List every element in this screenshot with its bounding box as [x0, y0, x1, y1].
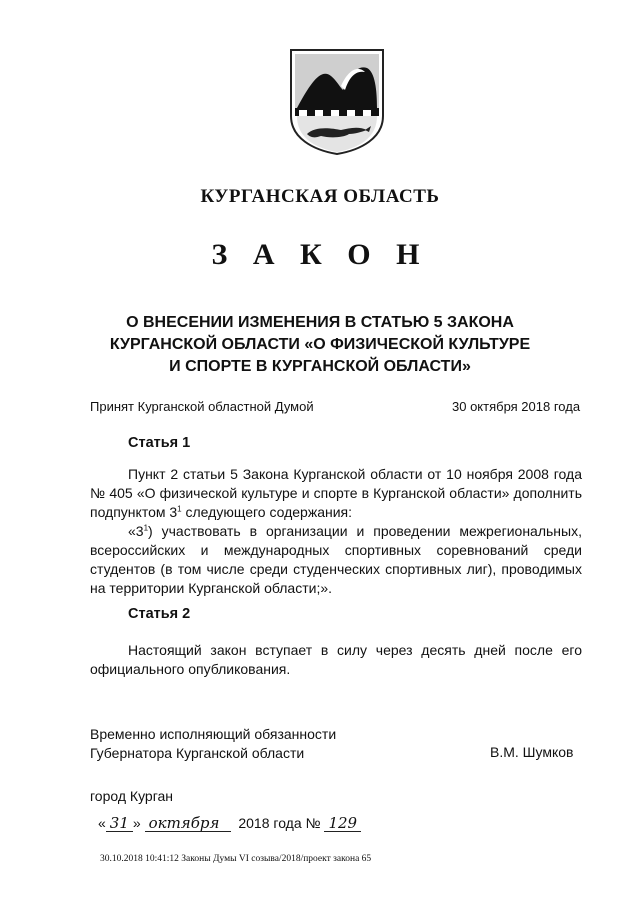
- footer-stamp: 30.10.2018 10:41:12 Законы Думы VI созыва/2018/проект закона 65: [100, 854, 372, 864]
- superscript: 1: [143, 523, 149, 533]
- article-1-heading: Статья 1: [128, 435, 191, 451]
- law-title-line-2: КУРГАНСКОЙ ОБЛАСТИ «О ФИЗИЧЕСКОЙ КУЛЬТУРЕ: [109, 336, 531, 353]
- signatory-role-line-2: Губернатора Курганской области: [90, 745, 305, 761]
- signing-date-line: [98, 815, 361, 839]
- coat-of-arms-icon: [287, 46, 387, 158]
- year-text: 2018 года №: [238, 815, 321, 831]
- article-2-heading: Статья 2: [128, 606, 191, 622]
- handwritten-day: 31: [106, 815, 133, 832]
- article-1-paragraph-2: [90, 522, 582, 598]
- superscript: 1: [177, 504, 182, 514]
- city-name: город Курган: [90, 788, 174, 804]
- signatory-name: В.М. Шумков: [490, 744, 574, 760]
- region-name: КУРГАНСКАЯ ОБЛАСТЬ: [200, 186, 440, 207]
- article-1-paragraph-1: [90, 465, 582, 522]
- adoption-text: Принят Курганской областной Думой: [90, 399, 314, 414]
- law-title: [60, 312, 580, 378]
- article-2-paragraph: Настоящий закон вступает в силу через десять дней после его официального опубликования.: [90, 642, 582, 677]
- handwritten-number: 129: [324, 815, 361, 832]
- open-quote: «: [98, 815, 106, 831]
- article-1-paragraph-2-text: ) участвовать в организации и проведении межрегиональных, всероссийских и международных спортивных соревнований среди студентов (в том числе среди студенческих спортивных лиг), проводимых на территории Курганской области;».: [90, 523, 582, 596]
- handwritten-month: октября: [145, 815, 231, 832]
- signatory-role: [90, 725, 336, 763]
- article-1-paragraph-1-tail: следующего содержания:: [181, 504, 353, 520]
- law-title-line-1: О ВНЕСЕНИИ ИЗМЕНЕНИЯ В СТАТЬЮ 5 ЗАКОНА: [126, 314, 514, 331]
- article-1-paragraph-2-open: «3: [128, 523, 144, 539]
- article-1-paragraph-1-text: Пункт 2 статьи 5 Закона Курганской области от 10 ноября 2008 года № 405 «О физической культуре и спорте в Курганской области» дополнить подпунктом 3: [90, 466, 582, 520]
- document-type-title: З А К О Н: [211, 238, 429, 271]
- adoption-date: 30 октября 2018 года: [452, 399, 581, 414]
- signatory-role-line-1: Временно исполняющий обязанности: [90, 726, 337, 742]
- law-title-line-3: И СПОРТЕ В КУРГАНСКОЙ ОБЛАСТИ»: [169, 358, 471, 375]
- close-quote: »: [132, 815, 141, 831]
